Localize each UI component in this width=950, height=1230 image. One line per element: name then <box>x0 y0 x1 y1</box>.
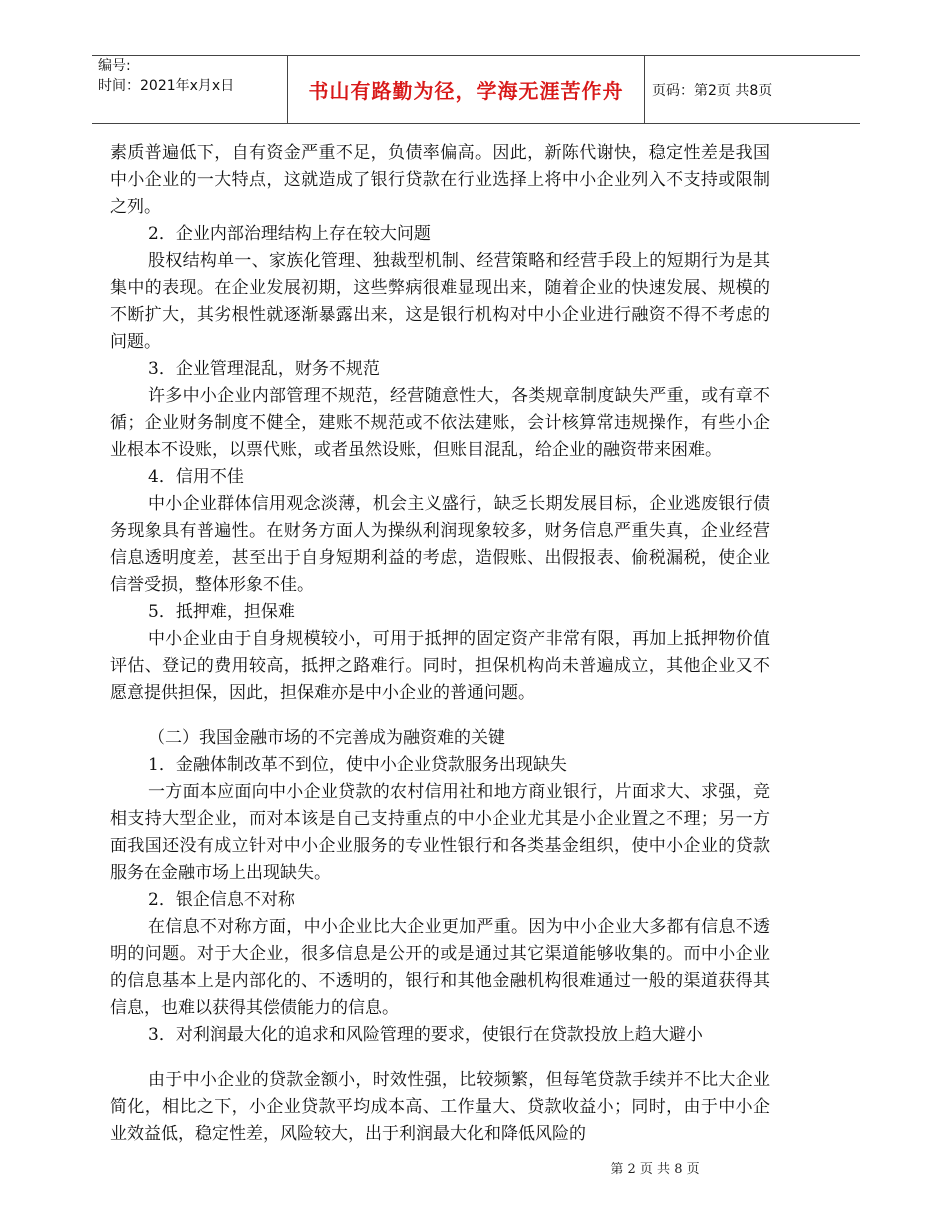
subheading: 4．信用不佳 <box>148 467 244 487</box>
paragraph: 一方面本应面向中小企业贷款的农村信用社和地方商业银行，片面求大、求强，竞相支持大型企业，而对本该是自己支持重点的中小企业尤其是小企业置之不理；另一方面我国还没有成立针对中小企业服务的专业性银行和各类基金组织，使中小企业的贷款服务在金融市场上出现缺失。 <box>110 782 770 883</box>
document-body <box>110 140 770 1148</box>
subheading: 3．企业管理混乱，财务不规范 <box>148 359 380 379</box>
page-header <box>92 55 860 124</box>
header-info <box>92 56 287 123</box>
paragraph: 在信息不对称方面，中小企业比大企业更加严重。因为中小企业大多都有信息不透明的问题。对于大企业，很多信息是公开的或是通过其它渠道能够收集的。而中小企业的信息基本上是内部化的、不透明的，银行和其他金融机构很难通过一般的渠道获得其信息，也难以获得其偿债能力的信息。 <box>110 917 770 1018</box>
subheading: 2．企业内部治理结构上存在较大问题 <box>148 224 431 244</box>
number-label: 编号: <box>98 58 131 74</box>
paragraph: 素质普遍低下，自有资金严重不足，负债率偏高。因此，新陈代谢快，稳定性差是我国中小企业的一大特点，这就造成了银行贷款在行业选择上将中小企业列入不支持或限制之列。 <box>110 143 770 217</box>
subheading: 1．金融体制改革不到位，使中小企业贷款服务出现缺失 <box>148 755 567 775</box>
subheading: 2．银企信息不对称 <box>148 890 295 910</box>
section-heading: （二）我国金融市场的不完善成为融资难的关键 <box>148 728 505 748</box>
paragraph: 中小企业群体信用观念淡薄，机会主义盛行，缺乏长期发展目标，企业逃废银行债务现象具有普遍性。在财务方面人为操纵利润现象较多，财务信息严重失真，企业经营信息透明度差，甚至出于自身短期利益的考虑，造假账、出假报表、偷税漏税，使企业信誉受损，整体形象不佳。 <box>110 494 770 595</box>
paragraph: 中小企业由于自身规模较小，可用于抵押的固定资产非常有限，再加上抵押物价值评估、登记的费用较高，抵押之路难行。同时，担保机构尚未普遍成立，其他企业又不愿意提供担保，因此，担保难亦是中小企业的普通问题。 <box>110 629 770 703</box>
paragraph: 由于中小企业的贷款金额小，时效性强，比较频繁，但每笔贷款手续并不比大企业简化，相比之下，小企业贷款平均成本高、工作量大、贷款收益小；同时，由于中小企业效益低，稳定性差，风险较大，出于利润最大化和降低风险的 <box>110 1070 770 1144</box>
paragraph: 许多中小企业内部管理不规范，经营随意性大，各类规章制度缺失严重，或有章不循；企业财务制度不健全，建账不规范或不依法建账，会计核算常违规操作，有些小企业根本不设账，以票代账，或者虽然设账，但账目混乱，给企业的融资带来困难。 <box>110 386 770 460</box>
paragraph: 股权结构单一、家族化管理、独裁型机制、经营策略和经营手段上的短期行为是其集中的表现。在企业发展初期，这些弊病很难显现出来，随着企业的快速发展、规模的不断扩大，其劣根性就逐渐暴露出来，这是银行机构对中小企业进行融资不得不考虑的问题。 <box>110 251 770 352</box>
footer-page-number: 第 2 页 共 8 页 <box>610 1162 700 1177</box>
subheading: 5．抵押难，担保难 <box>148 602 295 622</box>
page-footer <box>0 1158 950 1177</box>
subheading: 3．对利润最大化的追求和风险管理的要求，使银行在贷款投放上趋大避小 <box>148 1025 703 1045</box>
header-motto: 书山有路勤为径，学海无涯苦作舟 <box>287 56 645 123</box>
time-label: 时间：2021年x月x日 <box>98 78 235 94</box>
header-page-label: 页码：第2页 共8页 <box>652 82 773 99</box>
